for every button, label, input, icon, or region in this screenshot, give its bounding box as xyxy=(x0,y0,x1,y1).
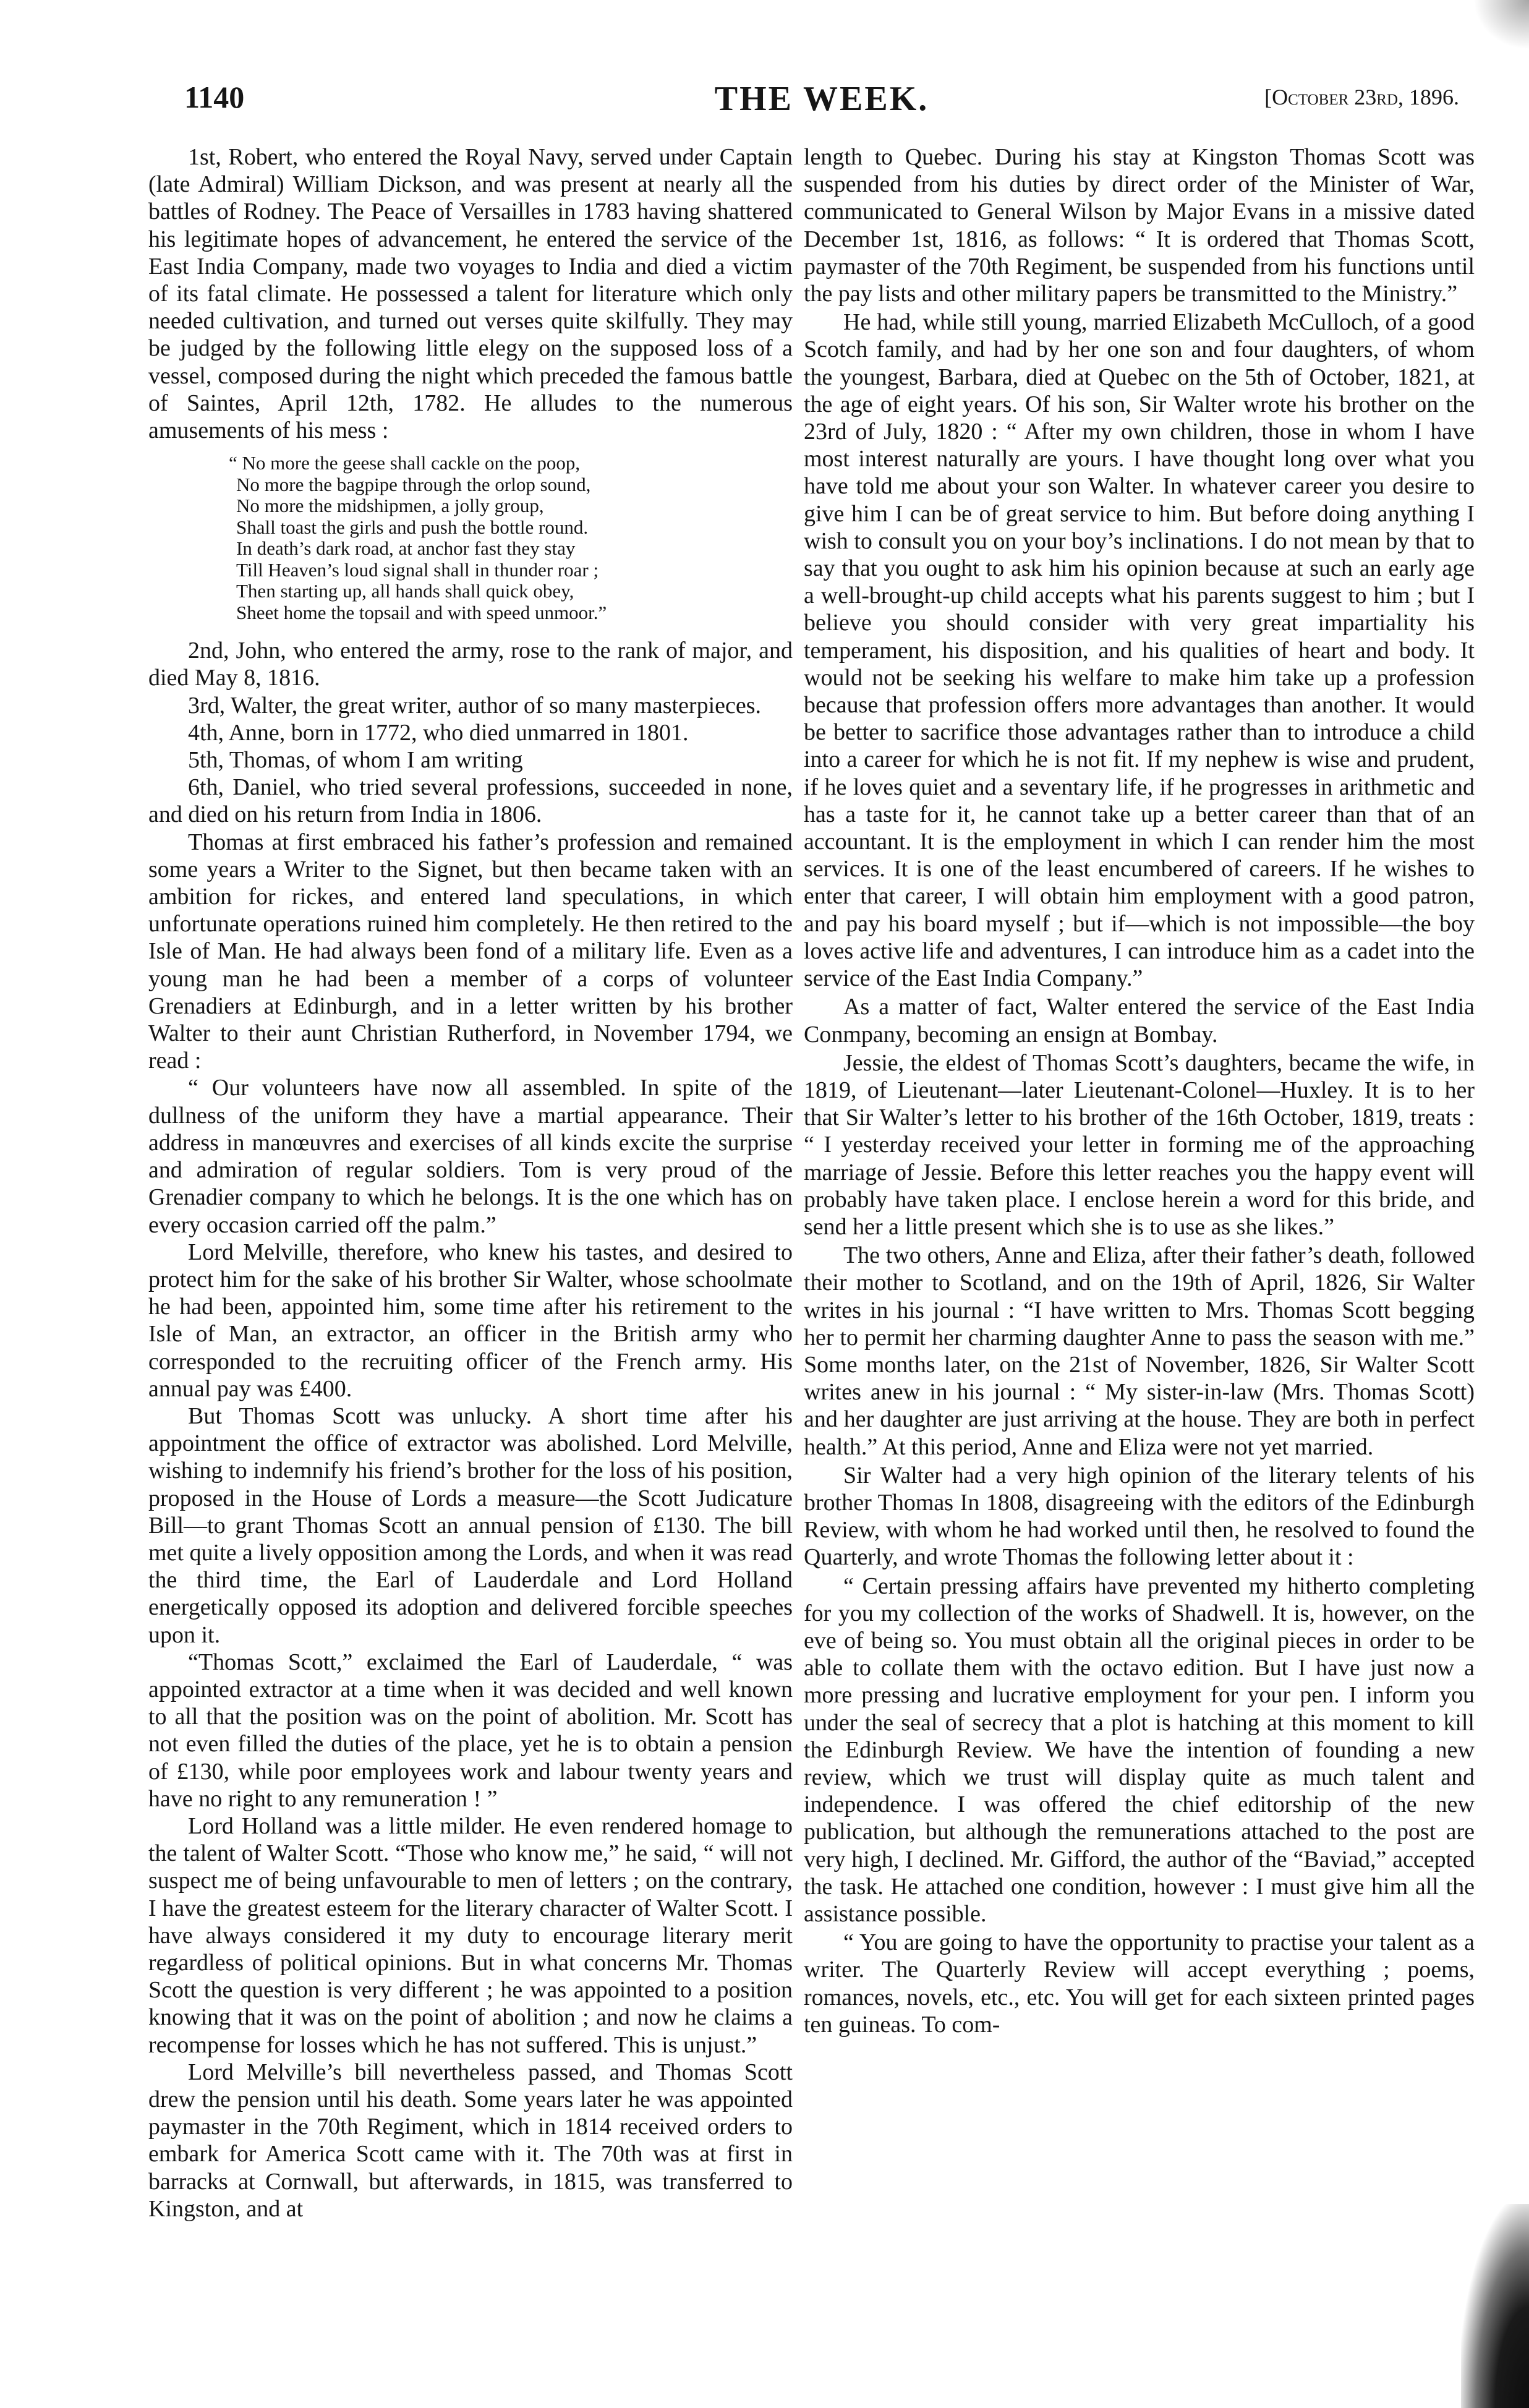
paragraph-ensign: As a matter of fact, Walter entered the service of the East India Conmpany, becoming an ensign at Bombay. xyxy=(804,994,1475,1048)
paragraph-profession: Thomas at first embraced his father’s profession and remained some years a Writer to the Signet, but then became taken with an ambition for rickes, and entered land speculations, in which unfortunate operations ruined him completely. He then retired to the Isle of Man. He had always been fond of a military life. Even as a young man he had been a member of a corps of volunteer Grenadiers at Edinburgh, and in a letter written by his brother Walter to their aunt Christian Rutherford, in November 1794, we read : xyxy=(148,829,793,1074)
paragraph-quebec: length to Quebec. During his stay at Kingston Thomas Scott was suspended from his duties by direct order of the Minister of War, communicated to General Wilson by Major Evans in a missive dated December 1st, 1816, as follows: “ It is ordered that Thomas Scott, paymaster of the 70th Regiment, be suspended from his functions until the pay lists and other military papers be transmitted to the Ministry.” xyxy=(804,144,1475,307)
page-header xyxy=(184,79,1459,129)
poem-line: “ No more the geese shall cackle on the poop, xyxy=(229,452,581,474)
paragraph-anne-eliza: The two others, Anne and Eliza, after their father’s death, followed their mother to Scotland, and on the 19th of April, 1826, Sir Walter writes in his journal : “I have written to Mrs. Thomas Scott begging her to permit her charming daughter Anne to pass the season with me.” Some months later, on the 21st of November, 1826, Sir Walter Scott writes anew in his journal : “ My sister-in-law (Mrs. Thomas Scott) and her daughter are just arriving at the house. They are both in perfect health.” At this period, Anne and Eliza were not yet married. xyxy=(804,1242,1475,1460)
poem-line: Sheet home the topsail and with speed unmoor.” xyxy=(236,601,607,623)
poem-line: No more the midshipmen, a jolly group, xyxy=(236,495,544,517)
paragraph-jessie: Jessie, the eldest of Thomas Scott’s daughters, became the wife, in 1819, of Lieutenant—later Lieutenant-Colonel—Huxley. It is to her that Sir Walter’s letter to his brother of the 16th October, 1819, treats : “ I yesterday received your letter in forming me of the approaching marriage of Jessie. Before this letter reaches you the happy event will probably have taken place. I enclose herein a word for this bride, and send her a little present which she is to use as she likes.” xyxy=(804,1049,1475,1240)
left-column xyxy=(148,143,793,2222)
paragraph-unlucky: But Thomas Scott was unlucky. A short time after his appointment the office of extractor was abolished. Lord Melville, wishing to indemnify his friend’s brother for the loss of his position, proposed in the House of Lords a measure—the Scott Judicature Bill—to grant Thomas Scott an annual pension of £130. The bill met quite a lively opposition among the Lords, and when it was read the third time, the Earl of Lauderdale and Lord Holland energetically opposed its adoption and delivered forcible speeches upon it. xyxy=(148,1403,793,1648)
paragraph-anne: 4th, Anne, born in 1772, who died unmarred in 1801. xyxy=(188,719,689,746)
poem-line: Shall toast the girls and push the bottle round. xyxy=(236,516,589,538)
paragraph-lord-holland: Lord Holland was a little milder. He even rendered homage to the talent of Walter Scott. “Those who know me,” he said, “ will not suspect me of being unfavourable to men of letters ; on the contrary, I have the greatest esteem for the literary character of Walter Scott. I have always considered it my duty to encourage literary merit regardless of political opinions. But in what concerns Mr. Thomas Scott the question is very different ; he was appointed to a position knowing that it was on the point of abolition ; and now he claims a recompense for losses which he has not suffered. This is unjust.” xyxy=(148,1812,793,2058)
poem-line: Then starting up, all hands shall quick obey, xyxy=(236,580,574,602)
page-number: 1140 xyxy=(184,80,245,114)
journal-title: THE WEEK. xyxy=(714,80,929,118)
paragraph-lord-melville: Lord Melville, therefore, who knew his tastes, and desired to protect him for the sake of his brother Sir Walter, whose schoolmate he had been, appointed him, some time after his retirement to the Isle of Man, an extractor, an officer in the British army who corresponded to the recruiting officer of the French army. His annual pay was £400. xyxy=(148,1239,793,1402)
page-corner-smudge xyxy=(1461,2204,1529,2408)
page-corner-stain xyxy=(1473,0,1529,49)
paragraph-letter-writer: “ You are going to have the opportunity to practise your talent as a writer. The Quarterly Review will accept everything ; poems, romances, novels, etc., etc. You will get for each sixteen printed pages ten guineas. To com- xyxy=(804,1929,1475,2038)
paragraph-walter: 3rd, Walter, the great writer, author of so many masterpieces. xyxy=(188,692,762,719)
right-column xyxy=(804,143,1475,2038)
issue-date: [October 23rd, 1896. xyxy=(1264,85,1459,109)
paragraph-lauderdale: “Thomas Scott,” exclaimed the Earl of Lauderdale, “ was appointed extractor at a time when it was decided and well known to all that the position was on the point of abolition. Mr. Scott has not even filled the duties of the place, yet he is to obtain a pension of £130, while poor employees work and labour twenty years and have no right to any remuneration ! ” xyxy=(148,1649,793,1812)
poem-line: No more the bagpipe through the orlop sound, xyxy=(236,473,591,495)
paragraph-letter-shadwell: “ Certain pressing affairs have prevented my hitherto completing for you my collection of the works of Shadwell. It is, however, on the eve of being so. You must obtain all the original pieces in order to be able to collate them with the octavo edition. But I have just now a more pressing and lucrative employment for your pen. I inform you under the seal of secrecy that a plot is hatching at this moment to kill the Edinburgh Review. We have the intention of founding a new review, which we trust will display quite as much talent and independence. I was offered the chief editorship of the new publication, but although the remunerations attached to the post are very high, I declined. Mr. Gifford, the author of the “Baviad,” accepted the task. He attached one condition, however : I must give him all the assistance possible. xyxy=(804,1573,1475,1927)
elegy-poem xyxy=(229,453,793,623)
poem-line: Till Heaven’s loud signal shall in thunder roar ; xyxy=(236,558,599,581)
paragraph-bill-passed: Lord Melville’s bill nevertheless passed, and Thomas Scott drew the pension until his death. Some years later he was appointed paymaster in the 70th Regiment, which in 1814 received orders to embark for America Scott came with it. The 70th was at first in barracks at Cornwall, but afterwards, in 1815, was transferred to Kingston, and at xyxy=(148,2059,793,2222)
poem-line: In death’s dark road, at anchor fast they stay xyxy=(236,537,576,560)
paragraph-john: 2nd, John, who entered the army, rose to the rank of major, and died May 8, 1816. xyxy=(148,638,793,691)
paragraph-volunteers-quote: “ Our volunteers have now all assembled. In spite of the dullness of the uniform they have a martial appearance. Their address in manœuvres and exercises of all kinds excite the surprise and admiration of regular soldiers. Tom is very proud of the Grenadier company to which he belongs. It is the one which has on every occasion carried off the palm.” xyxy=(148,1075,793,1238)
paragraph-quarterly: Sir Walter had a very high opinion of the literary telents of his brother Thomas In 1808, disagreeing with the editors of the Edinburgh Review, with whom he had worked until then, he resolved to found the Quarterly, and wrote Thomas the following letter about it : xyxy=(804,1462,1475,1571)
paragraph-robert: 1st, Robert, who entered the Royal Navy, served under Captain (late Admiral) William Dickson, and was present at nearly all the battles of Rodney. The Peace of Versailles in 1783 having shattered his legitimate hopes of advancement, he entered the service of the East India Company, made two voyages to India and died a victim of its fatal climate. He possessed a talent for literature which only needed cultivation, and turned out verses quite skilfully. They may be judged by the following little elegy on the supposed loss of a vessel, composed during the night which preceded the famous battle of Saintes, April 12th, 1782. He alludes to the numerous amusements of his mess : xyxy=(148,144,793,444)
paragraph-daniel: 6th, Daniel, who tried several professions, succeeded in none, and died on his return from India in 1806. xyxy=(148,774,793,828)
paragraph-thomas: 5th, Thomas, of whom I am writing xyxy=(188,747,523,774)
paragraph-marriage: He had, while still young, married Elizabeth McCulloch, of a good Scotch family, and had by her one son and four daughters, of whom the youngest, Barbara, died at Quebec on the 5th of October, 1821, at the age of eight years. Of his son, Sir Walter wrote his brother on the 23rd of July, 1820 : “ After my own children, those in whom I have most interest naturally are yours. I have thought long over what you have told me about your son Walter. In whatever career you desire to give him I can be of great service to him. But before doing anything I wish to consult you on your boy’s inclinations. I do not mean by that to say that you ought to ask him his opinion because at such an early age a well-brought-up child accepts what his parents suggest to him ; but I believe you should consider with very great impartiality his temperament, his disposition, and his qualities of heart and body. It would not be seeking his welfare to make him take up a profession because that profession offers more advantages than another. It would be better to sacrifice those advantages rather than to introduce a child into a career for which he is not fit. If my nephew is wise and prudent, if he loves quiet and a seventary life, if he progresses in arithmetic and has a taste for it, he cannot take up a better career than that of an accountant. It is the employment in which I can render him the most services. It is one of the least encumbered of careers. If he wishes to enter that career, I will obtain him employment with a good patron, and pay his board myself ; but if—which is not impossible—the boy loves active life and adventures, I can introduce him as a cadet into the service of the East India Company.” xyxy=(804,309,1475,992)
